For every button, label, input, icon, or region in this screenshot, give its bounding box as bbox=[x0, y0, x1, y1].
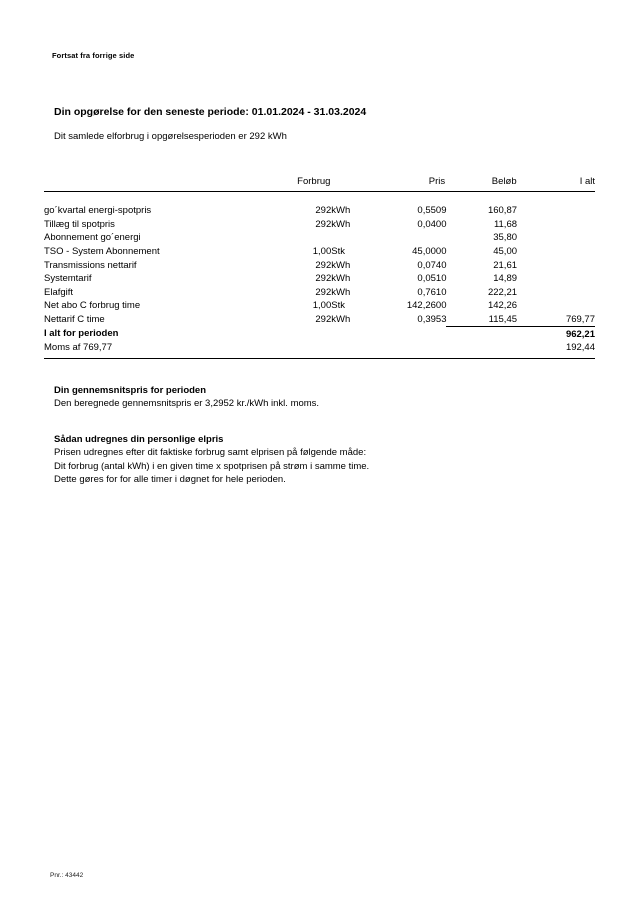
table-bottom-rule bbox=[44, 358, 595, 359]
row-unit: kWh bbox=[331, 205, 351, 217]
table-row bbox=[44, 286, 595, 300]
row-total bbox=[517, 204, 595, 218]
continued-from-previous-page-note: Fortsat fra forrige side bbox=[52, 51, 135, 60]
row-quantity: 1,00 bbox=[312, 246, 332, 258]
row-price: 142,2600 bbox=[406, 300, 447, 312]
average-price-heading: Din gennemsnitspris for perioden bbox=[54, 385, 207, 396]
table-total-row bbox=[44, 327, 595, 341]
column-header-total: I alt bbox=[579, 176, 595, 187]
row-description: go´kvartal energi-spotpris bbox=[44, 205, 152, 217]
row-description: Nettarif C time bbox=[44, 314, 105, 326]
charges-table-wrapper bbox=[44, 176, 595, 359]
total-label: Moms af 769,77 bbox=[44, 342, 113, 354]
row-quantity: 292 bbox=[315, 205, 332, 217]
row-unit: kWh bbox=[331, 273, 351, 285]
total-spacer bbox=[291, 327, 517, 341]
row-description: TSO - System Abonnement bbox=[44, 246, 160, 258]
total-value: 192,44 bbox=[565, 342, 595, 354]
row-quantity: 292 bbox=[315, 286, 332, 298]
table-row bbox=[44, 313, 595, 327]
table-row bbox=[44, 204, 595, 218]
row-price: 0,7610 bbox=[417, 286, 447, 298]
table-row bbox=[44, 258, 595, 272]
table-total-row bbox=[44, 341, 595, 355]
row-amount: 11,68 bbox=[493, 218, 518, 230]
row-quantity: 292 bbox=[315, 259, 332, 271]
row-total bbox=[517, 231, 595, 245]
row-description: Elafgift bbox=[44, 286, 74, 298]
row-unit: Stk bbox=[331, 246, 345, 258]
row-amount: 160,87 bbox=[487, 205, 518, 217]
row-total bbox=[517, 218, 595, 232]
row-quantity: 292 bbox=[315, 218, 332, 230]
row-total: 769,77 bbox=[517, 313, 595, 327]
column-header-unit bbox=[330, 176, 372, 191]
row-quantity bbox=[291, 231, 331, 245]
calculation-line-3: Dette gøres for for alle timer i døgnet for hele perioden. bbox=[54, 474, 286, 486]
footer-pnr: Pnr.: 43442 bbox=[50, 872, 84, 879]
row-description: Abonnement go´energi bbox=[44, 232, 141, 244]
total-spacer bbox=[291, 341, 517, 355]
calculation-heading: Sådan udregnes din personlige elpris bbox=[54, 434, 224, 445]
row-total bbox=[517, 299, 595, 313]
row-price: 0,0510 bbox=[417, 273, 447, 285]
row-description: Tillæg til spotpris bbox=[44, 218, 115, 230]
row-amount: 142,26 bbox=[487, 300, 518, 312]
row-quantity: 1,00 bbox=[312, 300, 332, 312]
row-price: 0,0740 bbox=[417, 259, 447, 271]
row-total bbox=[517, 286, 595, 300]
table-row bbox=[44, 299, 595, 313]
column-header-price: Pris bbox=[428, 176, 446, 187]
row-total bbox=[517, 258, 595, 272]
charges-table-body-wrapper bbox=[44, 204, 595, 355]
row-price: 0,5509 bbox=[417, 205, 447, 217]
row-unit: kWh bbox=[331, 314, 351, 326]
page-title: Din opgørelse for den seneste periode: 01.01.2024 - 31.03.2024 bbox=[54, 106, 367, 118]
calculation-line-2: Dit forbrug (antal kWh) i en given time x spotprisen på strøm i samme time. bbox=[54, 460, 370, 472]
row-amount: 115,45 bbox=[446, 313, 517, 327]
row-amount: 222,21 bbox=[487, 286, 518, 298]
table-header-rule bbox=[44, 191, 595, 192]
row-price bbox=[373, 231, 446, 245]
row-total bbox=[517, 245, 595, 259]
column-header-quantity: Forbrug bbox=[297, 176, 331, 187]
row-amount: 14,89 bbox=[493, 273, 518, 285]
table-header-row bbox=[44, 176, 595, 191]
row-quantity: 292 bbox=[315, 314, 332, 326]
charges-table-head bbox=[44, 176, 595, 191]
calculation-line-1: Prisen udregnes efter dit faktiske forbrug samt elprisen på følgende måde: bbox=[54, 447, 367, 459]
row-description: Transmissions nettarif bbox=[44, 259, 137, 271]
row-amount: 21,61 bbox=[493, 259, 518, 271]
table-row bbox=[44, 272, 595, 286]
row-unit bbox=[331, 231, 373, 245]
row-amount: 45,00 bbox=[493, 246, 518, 258]
row-unit: kWh bbox=[331, 218, 351, 230]
calculation-section bbox=[54, 433, 369, 487]
row-unit: kWh bbox=[331, 286, 351, 298]
row-description: Systemtarif bbox=[44, 273, 92, 285]
row-price: 45,0000 bbox=[412, 246, 447, 258]
charges-table-body bbox=[44, 204, 595, 355]
row-unit: Stk bbox=[331, 300, 345, 312]
average-price-line-1: Den beregnede gennemsnitspris er 3,2952 kr./kWh inkl. moms. bbox=[54, 398, 320, 410]
row-total bbox=[517, 272, 595, 286]
row-unit: kWh bbox=[331, 259, 351, 271]
row-quantity: 292 bbox=[315, 273, 332, 285]
average-price-section bbox=[54, 384, 319, 411]
row-price: 0,3953 bbox=[417, 314, 447, 326]
table-row bbox=[44, 218, 595, 232]
table-row bbox=[44, 231, 595, 245]
column-header-amount: Beløb bbox=[491, 176, 517, 187]
table-row bbox=[44, 245, 595, 259]
total-consumption-text: Dit samlede elforbrug i opgørelsesperioden er 292 kWh bbox=[54, 131, 287, 142]
row-description: Net abo C forbrug time bbox=[44, 300, 141, 312]
total-value: 962,21 bbox=[565, 328, 595, 340]
row-price: 0,0400 bbox=[417, 218, 447, 230]
column-header-description bbox=[44, 176, 289, 191]
total-label: I alt for perioden bbox=[44, 328, 119, 340]
row-amount: 35,80 bbox=[493, 232, 518, 244]
charges-table bbox=[44, 176, 595, 191]
